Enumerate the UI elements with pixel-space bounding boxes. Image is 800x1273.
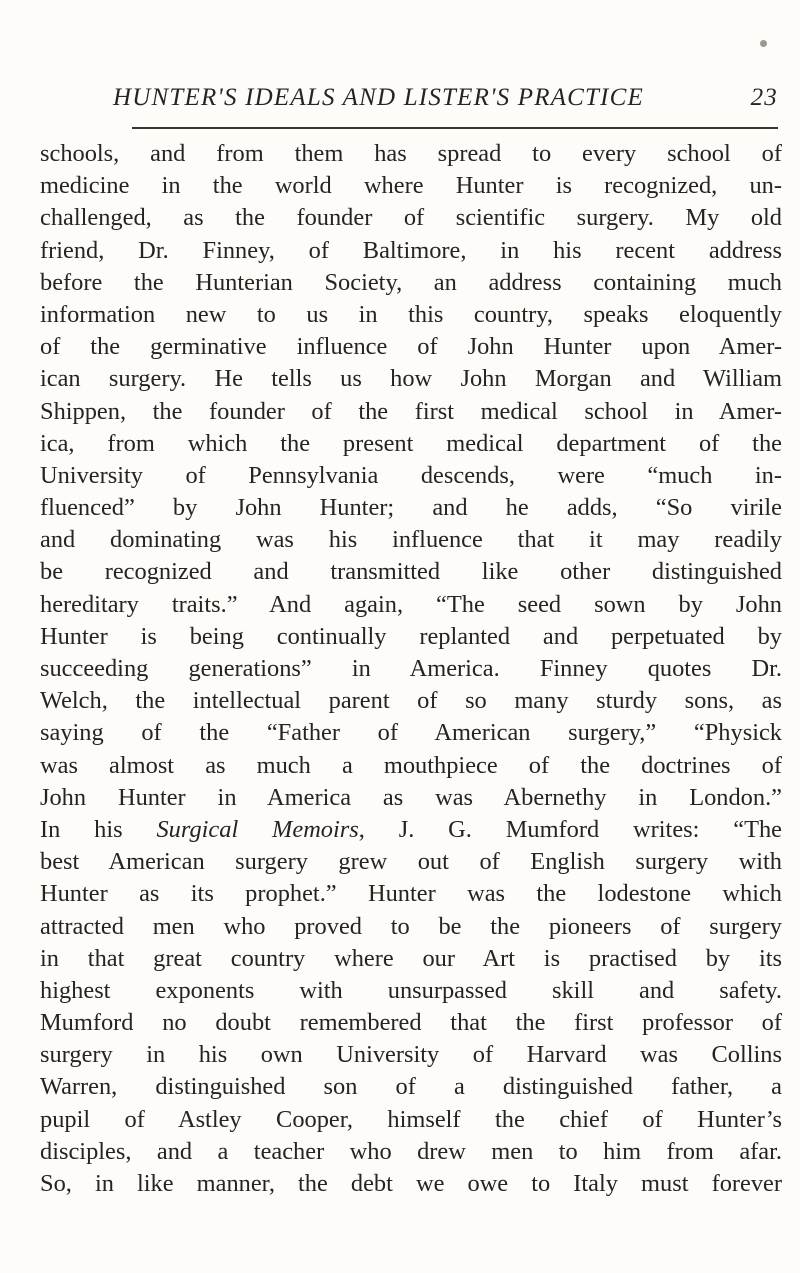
text-line: Welch, the intellectual parent of so many sturdy sons, as xyxy=(40,687,782,715)
running-head xyxy=(113,84,778,120)
text-line: University of Pennsylvania descends, were “much in- xyxy=(40,461,782,489)
text-run: In his xyxy=(40,815,157,843)
text-line: Warren, distinguished son of a distinguished father, a xyxy=(40,1073,782,1101)
text-line: saying of the “Father of American surgery,” “Physick xyxy=(40,719,782,747)
text-line: Hunter is being continually replanted and perpetuated by xyxy=(40,622,782,650)
text-line: surgery in his own University of Harvard was Collins xyxy=(40,1041,782,1069)
ink-speck xyxy=(760,40,767,47)
text-line: challenged, as the founder of scientific surgery. My old xyxy=(40,204,782,232)
text-line: best American surgery grew out of English surgery with xyxy=(40,848,782,876)
text-line: fluenced” by John Hunter; and he adds, “So virile xyxy=(40,494,782,522)
text-line: medicine in the world where Hunter is recognized, un- xyxy=(40,172,782,200)
text-line: of the germinative influence of John Hunter upon Amer- xyxy=(40,333,782,361)
text-line: Hunter as its prophet.” Hunter was the lodestone which xyxy=(40,880,782,908)
text-line: before the Hunterian Society, an address containing much xyxy=(40,268,782,296)
text-line: hereditary traits.” And again, “The seed sown by John xyxy=(40,590,782,618)
body-paragraph xyxy=(40,138,782,1200)
text-line: and dominating was his influence that it may readily xyxy=(40,526,782,554)
running-title: HUNTER'S IDEALS AND LISTER'S PRACTICE xyxy=(113,84,645,111)
text-line: pupil of Astley Cooper, himself the chief of Hunter’s xyxy=(40,1105,782,1133)
text-line: was almost as much a mouthpiece of the doctrines of xyxy=(40,751,782,779)
text-line: succeeding generations” in America. Finney quotes Dr. xyxy=(40,655,782,682)
text-line: ica, from which the present medical department of the xyxy=(40,429,782,457)
header-rule xyxy=(132,127,778,129)
text-line: information new to us in this country, speaks eloquently xyxy=(40,300,782,328)
text-line: Shippen, the founder of the first medical school in Amer- xyxy=(40,397,782,425)
text-run: , J. G. Mumford writes: “The xyxy=(358,815,782,843)
page-number: 23 xyxy=(750,84,778,111)
text-line: be recognized and transmitted like other distinguished xyxy=(40,558,782,586)
text-line: in that great country where our Art is practised by its xyxy=(40,944,782,972)
text-line: attracted men who proved to be the pioneers of surgery xyxy=(40,912,782,940)
text-line: highest exponents with unsurpassed skill and safety. xyxy=(40,976,782,1004)
text-line-with-italic xyxy=(40,814,782,846)
text-line: schools, and from them has spread to every school of xyxy=(40,140,782,167)
text-line: So, in like manner, the debt we owe to Italy must forever xyxy=(40,1170,782,1197)
text-line: Mumford no doubt remembered that the first professor of xyxy=(40,1009,782,1037)
text-line: disciples, and a teacher who drew men to him from afar. xyxy=(40,1137,782,1165)
text-line: friend, Dr. Finney, of Baltimore, in his recent address xyxy=(40,236,782,264)
book-title-italic: Surgical Memoirs xyxy=(156,815,359,843)
text-line: ican surgery. He tells us how John Morgan and William xyxy=(40,365,782,393)
text-line: John Hunter in America as was Abernethy in London.” xyxy=(40,783,782,811)
